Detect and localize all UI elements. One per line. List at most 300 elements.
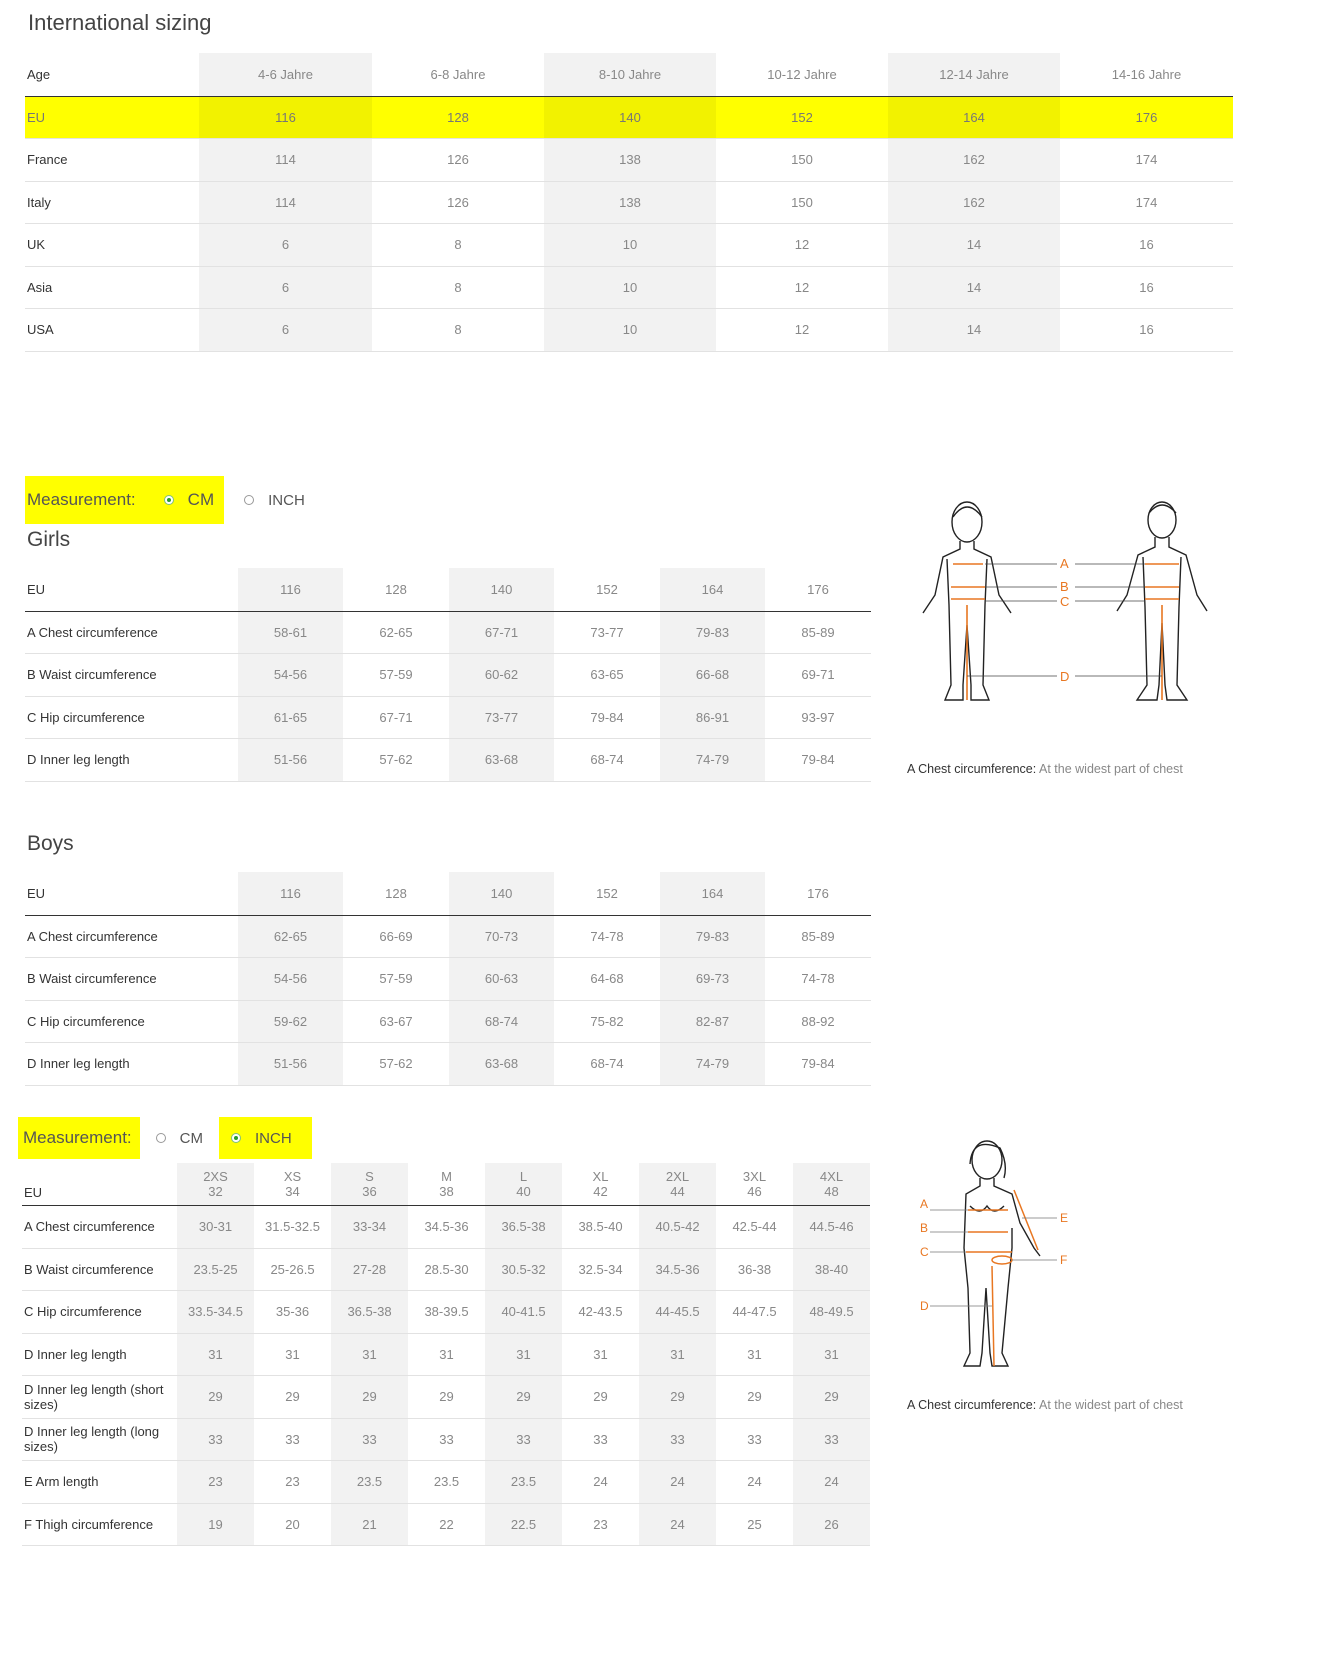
table-cell: 48-49.5 [793,1290,870,1333]
table-cell: 57-62 [343,738,449,781]
table-cell: 69-73 [660,957,765,1000]
table-cell: 54-56 [238,653,343,696]
size-number: 42 [593,1183,608,1199]
table-row [25,181,1233,223]
table-cell: 42.5-44 [716,1205,793,1248]
table-row [25,223,1233,266]
row-label: A Chest circumference [22,1205,177,1248]
inch-label[interactable]: INCH [255,1129,292,1147]
cm-label[interactable]: CM [187,490,215,509]
column-header: 4-6 Jahre [199,53,372,96]
table-cell: 32.5-34 [562,1248,639,1290]
table-cell: 29 [793,1375,870,1418]
table-cell: 14 [888,266,1060,308]
table-cell: 51-56 [238,738,343,781]
table-cell: 29 [716,1375,793,1418]
table-cell: 30.5-32 [485,1248,562,1290]
measurement-lines [966,1190,1038,1366]
table-cell: 174 [1060,138,1233,181]
table-row [25,1000,871,1042]
table-cell: 66-68 [660,653,765,696]
marker-c-label: C [1060,594,1070,609]
table-cell: 30-31 [177,1205,254,1248]
table-cell: 74-78 [554,915,660,957]
table-cell: 21 [331,1503,408,1545]
row-label: EU [25,96,199,138]
row-label: A Chest circumference [25,611,238,653]
table-cell: 6 [199,266,372,308]
table-cell: 19 [177,1503,254,1545]
boys-title: Boys [27,832,74,855]
table-cell: 6 [199,308,372,351]
table-cell: 73-77 [449,696,554,738]
table-cell: 33-34 [331,1205,408,1248]
caption-text: At the widest part of chest [1039,1398,1183,1412]
row-label: B Waist circumference [22,1248,177,1290]
table-cell: 126 [372,181,544,223]
table-cell: 31 [408,1333,485,1375]
table-cell: 74-79 [660,1042,765,1085]
table-row [25,266,1233,308]
row-label: C Hip circumference [25,1000,238,1042]
cm-radio-option[interactable] [156,1130,203,1147]
column-header [408,1163,485,1205]
girls-title: Girls [27,528,71,551]
measurement-toggle [25,476,305,524]
table-cell: 34.5-36 [639,1248,716,1290]
table-header-row [25,872,871,915]
radio-unselected-icon[interactable] [156,1133,166,1143]
table-cell: 114 [199,138,372,181]
table-cell: 31 [485,1333,562,1375]
table-cell: 63-65 [554,653,660,696]
table-cell: 14 [888,223,1060,266]
row-label: France [25,138,199,181]
marker-e-label: E [1060,1211,1069,1225]
row-label: D Inner leg length [22,1333,177,1375]
row-label: USA [25,308,199,351]
column-header: 116 [238,872,343,915]
size-code: L [519,1168,528,1184]
table-cell: 38-39.5 [408,1290,485,1333]
table-row [25,957,871,1000]
table-cell: 73-77 [554,611,660,653]
table-cell: 59-62 [238,1000,343,1042]
table-cell: 93-97 [765,696,871,738]
table-cell: 24 [793,1460,870,1503]
row-label: D Inner leg length [25,1042,238,1085]
table-cell: 12 [716,266,888,308]
column-header [562,1163,639,1205]
table-cell: 57-62 [343,1042,449,1085]
table-cell: 61-65 [238,696,343,738]
table-cell: 29 [177,1375,254,1418]
table-cell: 36.5-38 [485,1205,562,1248]
cm-label[interactable]: CM [179,1129,203,1147]
table-cell: 8 [372,266,544,308]
table-row [25,738,871,781]
table-row-eu [25,96,1233,138]
table-cell: 74-79 [660,738,765,781]
column-header [177,1163,254,1205]
size-number: 32 [208,1183,223,1199]
inch-label[interactable]: INCH [268,491,305,509]
table-row [22,1460,870,1503]
header-label: EU [25,568,238,611]
table-cell: 128 [372,96,544,138]
header-label: Age [25,53,199,96]
radio-selected-icon[interactable] [164,495,174,505]
table-cell: 10 [544,266,716,308]
header-label: EU [22,1163,177,1205]
table-cell: 42-43.5 [562,1290,639,1333]
table-cell: 31 [639,1333,716,1375]
table-row [25,138,1233,181]
column-header [793,1163,870,1205]
size-code: M [441,1168,452,1184]
table-cell: 23.5-25 [177,1248,254,1290]
table-cell: 67-71 [343,696,449,738]
table-cell: 33 [254,1418,331,1460]
table-cell: 20 [254,1503,331,1545]
column-header [639,1163,716,1205]
table-cell: 25 [716,1503,793,1545]
girls-size-table [25,568,871,782]
table-cell: 86-91 [660,696,765,738]
table-cell: 33 [177,1418,254,1460]
table-cell: 31 [793,1333,870,1375]
table-cell: 152 [716,96,888,138]
international-sizing-table [25,53,1233,352]
table-cell: 70-73 [449,915,554,957]
table-cell: 88-92 [765,1000,871,1042]
table-cell: 79-84 [765,738,871,781]
marker-d-label: D [1060,669,1070,684]
column-header: 140 [449,568,554,611]
marker-c-label: C [920,1245,929,1259]
table-cell: 27-28 [331,1248,408,1290]
table-cell: 26 [793,1503,870,1545]
table-cell: 24 [639,1503,716,1545]
table-cell: 36.5-38 [331,1290,408,1333]
table-cell: 63-68 [449,1042,554,1085]
table-cell: 23 [254,1460,331,1503]
table-cell: 24 [716,1460,793,1503]
size-code: XS [283,1168,302,1184]
table-cell: 63-67 [343,1000,449,1042]
table-cell: 79-84 [554,696,660,738]
table-cell: 138 [544,138,716,181]
table-cell: 24 [639,1460,716,1503]
table-cell: 29 [408,1375,485,1418]
marker-labels [920,1197,1068,1313]
row-label: E Arm length [22,1460,177,1503]
table-cell: 31 [331,1333,408,1375]
inch-radio-option[interactable] [219,1117,312,1159]
row-label: Asia [25,266,199,308]
size-code: XL [592,1168,609,1184]
boys-size-table [25,872,871,1086]
table-cell: 6 [199,223,372,266]
table-cell: 8 [372,308,544,351]
table-cell: 68-74 [449,1000,554,1042]
column-header: 128 [343,872,449,915]
table-cell: 44-45.5 [639,1290,716,1333]
table-cell: 140 [544,96,716,138]
table-cell: 33 [562,1418,639,1460]
table-header-row [22,1163,870,1205]
table-cell: 23.5 [485,1460,562,1503]
table-cell: 12 [716,308,888,351]
table-cell: 14 [888,308,1060,351]
table-cell: 67-71 [449,611,554,653]
table-cell: 85-89 [765,611,871,653]
table-cell: 62-65 [238,915,343,957]
table-cell: 82-87 [660,1000,765,1042]
table-cell: 29 [485,1375,562,1418]
table-row [25,611,871,653]
table-cell: 10 [544,308,716,351]
marker-b-label: B [1060,579,1069,594]
column-header: 10-12 Jahre [716,53,888,96]
column-header [485,1163,562,1205]
table-cell: 29 [562,1375,639,1418]
table-cell: 29 [254,1375,331,1418]
table-cell: 33 [331,1418,408,1460]
table-cell: 33 [716,1418,793,1460]
table-cell: 31 [562,1333,639,1375]
column-header: 14-16 Jahre [1060,53,1233,96]
size-code: 4XL [819,1168,844,1184]
table-cell: 34.5-36 [408,1205,485,1248]
table-cell: 40.5-42 [639,1205,716,1248]
row-label: A Chest circumference [25,915,238,957]
table-cell: 44.5-46 [793,1205,870,1248]
table-cell: 38.5-40 [562,1205,639,1248]
measurement-toggle-2 [18,1117,312,1159]
table-cell: 62-65 [343,611,449,653]
table-cell: 24 [562,1460,639,1503]
table-cell: 64-68 [554,957,660,1000]
table-cell: 75-82 [554,1000,660,1042]
measurement-highlight [18,1117,140,1159]
table-cell: 60-62 [449,653,554,696]
figure1-caption [907,762,1183,776]
table-row [22,1248,870,1290]
size-number: 44 [670,1183,685,1199]
marker-d-label: D [920,1299,929,1313]
table-cell: 38-40 [793,1248,870,1290]
radio-unselected-icon[interactable] [244,495,254,505]
table-cell: 10 [544,223,716,266]
table-row [22,1503,870,1545]
column-header: 176 [765,568,871,611]
table-cell: 174 [1060,181,1233,223]
size-code: S [365,1168,374,1184]
row-label: D Inner leg length [25,738,238,781]
figure2-caption [907,1398,1183,1412]
table-cell: 33 [485,1418,562,1460]
column-header: 128 [343,568,449,611]
caption-text: At the widest part of chest [1039,762,1183,776]
table-cell: 33 [793,1418,870,1460]
table-row [22,1205,870,1248]
measurement-highlight [25,476,224,524]
table-cell: 58-61 [238,611,343,653]
table-row [25,1042,871,1085]
column-header: 176 [765,872,871,915]
column-header: 152 [554,872,660,915]
measurement-label: Measurement: [27,490,136,509]
column-header [254,1163,331,1205]
marker-f-label: F [1060,1253,1068,1267]
table-cell: 25-26.5 [254,1248,331,1290]
table-cell: 44-47.5 [716,1290,793,1333]
marker-b-label: B [920,1221,929,1235]
table-row [25,308,1233,351]
table-cell: 33 [408,1418,485,1460]
size-code: 2XL [665,1168,690,1184]
table-row [25,696,871,738]
table-cell: 31 [177,1333,254,1375]
row-label: C Hip circumference [22,1290,177,1333]
table-cell: 16 [1060,266,1233,308]
table-cell: 162 [888,181,1060,223]
table-row [25,915,871,957]
table-cell: 40-41.5 [485,1290,562,1333]
table-cell: 35-36 [254,1290,331,1333]
table-cell: 57-59 [343,653,449,696]
table-cell: 85-89 [765,915,871,957]
table-cell: 114 [199,181,372,223]
size-code: 2XS [203,1168,228,1184]
size-code: 3XL [742,1168,767,1184]
table-cell: 23.5 [331,1460,408,1503]
table-cell: 68-74 [554,738,660,781]
table-header-row [25,53,1233,96]
table-row [22,1418,870,1460]
column-header: 152 [554,568,660,611]
table-cell: 8 [372,223,544,266]
table-cell: 54-56 [238,957,343,1000]
column-header [716,1163,793,1205]
table-cell: 150 [716,138,888,181]
table-row [22,1290,870,1333]
size-number: 36 [362,1183,377,1199]
table-cell: 164 [888,96,1060,138]
table-cell: 162 [888,138,1060,181]
caption-label: A Chest circumference: [907,762,1037,776]
row-label: D Inner leg length (short sizes) [22,1375,177,1418]
page-title: International sizing [28,10,212,35]
caption-label: A Chest circumference: [907,1398,1037,1412]
table-cell: 176 [1060,96,1233,138]
marker-labels [1060,556,1069,684]
inch-radio-option[interactable] [244,492,305,509]
table-cell: 23 [562,1503,639,1545]
measurement-label: Measurement: [23,1128,132,1147]
adult-size-table [22,1163,870,1546]
table-cell: 60-63 [449,957,554,1000]
column-header: 164 [660,568,765,611]
table-cell: 79-83 [660,915,765,957]
column-header: 164 [660,872,765,915]
woman-figure-outline [964,1141,1040,1366]
adult-table-body [22,1205,870,1545]
table-cell: 16 [1060,223,1233,266]
radio-selected-icon[interactable] [231,1133,241,1143]
table-cell: 66-69 [343,915,449,957]
table-row [22,1375,870,1418]
cm-radio-option[interactable] [164,490,214,510]
row-label: D Inner leg length (long sizes) [22,1418,177,1460]
column-header: 140 [449,872,554,915]
marker-a-label: A [920,1197,929,1211]
table-row [25,653,871,696]
size-number: 46 [747,1183,762,1199]
header-label: EU [25,872,238,915]
table-cell: 138 [544,181,716,223]
column-header: 6-8 Jahre [372,53,544,96]
table-cell: 28.5-30 [408,1248,485,1290]
table-cell: 116 [199,96,372,138]
table-cell: 79-83 [660,611,765,653]
table-cell: 31 [716,1333,793,1375]
row-label: F Thigh circumference [22,1503,177,1545]
size-number: 48 [824,1183,839,1199]
size-number: 34 [285,1183,300,1199]
table-cell: 63-68 [449,738,554,781]
table-cell: 31.5-32.5 [254,1205,331,1248]
table-cell: 12 [716,223,888,266]
row-label: B Waist circumference [25,957,238,1000]
table-cell: 23.5 [408,1460,485,1503]
child-measurement-figure [905,495,1235,720]
table-cell: 29 [331,1375,408,1418]
column-header: 116 [238,568,343,611]
table-cell: 16 [1060,308,1233,351]
column-header: 8-10 Jahre [544,53,716,96]
row-label: Italy [25,181,199,223]
row-label: B Waist circumference [25,653,238,696]
table-cell: 79-84 [765,1042,871,1085]
size-number: 40 [516,1183,531,1199]
table-cell: 69-71 [765,653,871,696]
table-cell: 51-56 [238,1042,343,1085]
table-cell: 22 [408,1503,485,1545]
table-cell: 31 [254,1333,331,1375]
row-label: UK [25,223,199,266]
table-header-row [25,568,871,611]
table-cell: 57-59 [343,957,449,1000]
table-cell: 36-38 [716,1248,793,1290]
row-label: C Hip circumference [25,696,238,738]
table-cell: 23 [177,1460,254,1503]
table-cell: 150 [716,181,888,223]
table-cell: 126 [372,138,544,181]
column-header: 12-14 Jahre [888,53,1060,96]
table-cell: 33.5-34.5 [177,1290,254,1333]
table-cell: 33 [639,1418,716,1460]
table-cell: 29 [639,1375,716,1418]
table-row [22,1333,870,1375]
table-cell: 68-74 [554,1042,660,1085]
table-cell: 74-78 [765,957,871,1000]
size-number: 38 [439,1183,454,1199]
marker-a-label: A [1060,556,1069,571]
table-cell: 22.5 [485,1503,562,1545]
adult-measurement-figure [912,1138,1082,1373]
